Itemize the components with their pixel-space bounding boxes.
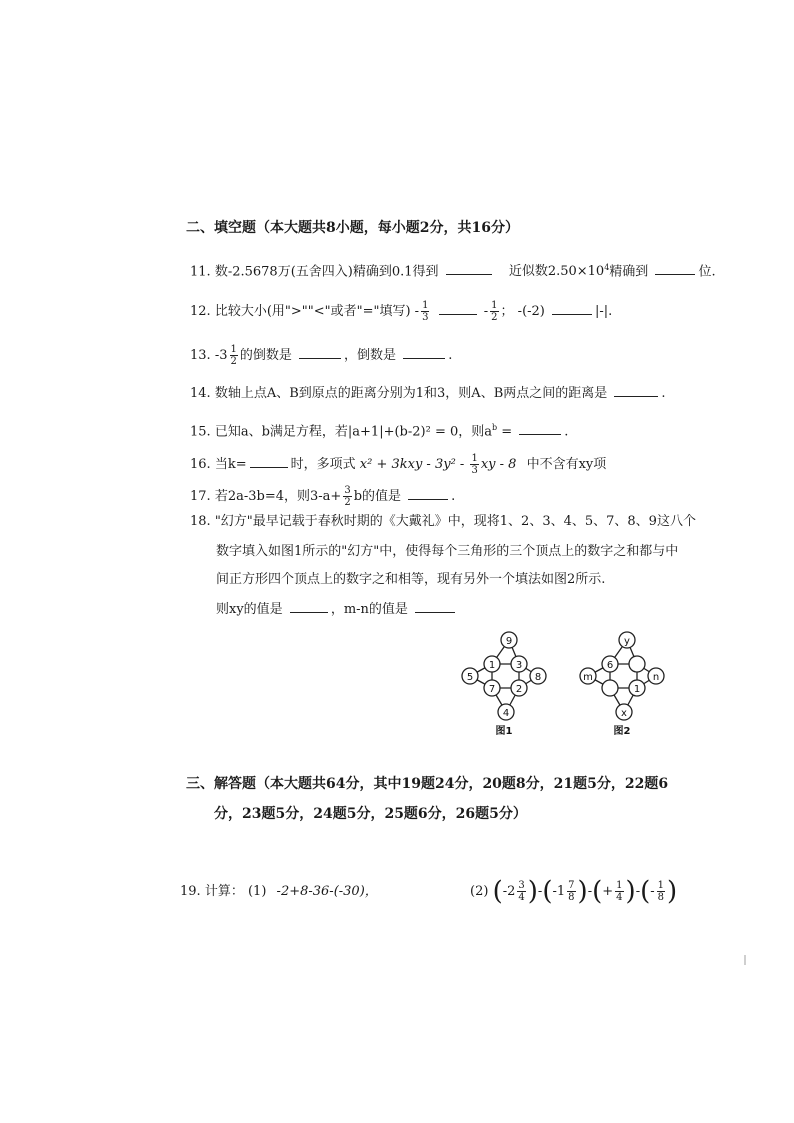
- question-16: [190, 453, 606, 476]
- q19-t2-sign: -1: [552, 884, 566, 899]
- q12-text-1: 比较大小(用">""<"或者"="填写): [214, 304, 411, 319]
- fig2-inner-1: 6: [606, 660, 614, 671]
- question-19: [180, 884, 378, 900]
- fig1-right: 8: [534, 672, 542, 683]
- fig1-inner-2: 3: [515, 660, 523, 671]
- fig1-inner-3: 7: [488, 684, 496, 695]
- q16-expr-2: xy - 8: [480, 457, 517, 472]
- q11-text-1: 数-2.5678万(五舍四入)精确到0.1得到: [214, 264, 439, 280]
- q17-text-1: 若2a-3b=4，则3-a+: [214, 489, 342, 504]
- q12-f2-num: 1: [491, 300, 498, 311]
- q17-text-2: b的值是: [353, 489, 402, 504]
- paren-close-4: ): [667, 876, 678, 907]
- q13-number: 13.: [190, 348, 211, 363]
- q15-exponent: b: [492, 423, 498, 432]
- q18-blank-2[interactable]: [415, 600, 455, 613]
- paren-open-4: (: [640, 876, 651, 907]
- q12-f1-den: 3: [422, 312, 429, 323]
- q12-fraction-2: [490, 300, 498, 323]
- q15-number: 15.: [190, 424, 211, 440]
- question-14: [190, 384, 666, 402]
- q11-tail: 位.: [698, 264, 716, 280]
- q16-text-1: 当k=: [214, 457, 247, 472]
- q15-blank[interactable]: [519, 422, 561, 435]
- fig2-right: n: [652, 672, 660, 683]
- q17-tail: .: [451, 489, 456, 504]
- scan-speck: [744, 955, 746, 965]
- q13-tail: .: [448, 348, 453, 363]
- q17-number: 17.: [190, 489, 211, 504]
- magic-square-figures: [456, 628, 686, 740]
- q19-t4-num: 1: [657, 880, 665, 891]
- q12-tail: |-|.: [595, 304, 613, 319]
- q13-f-num: 1: [230, 344, 237, 355]
- q18-text-4a: 则xy的值是: [216, 602, 283, 617]
- q19-part-2: [470, 872, 677, 912]
- q19-minus-3: -: [635, 884, 641, 899]
- q16-f-den: 3: [471, 465, 478, 476]
- figure-1: [462, 632, 546, 720]
- q19-part-2-label: (2): [470, 884, 489, 899]
- paren-close-2: ): [577, 876, 588, 907]
- question-15: [190, 420, 568, 440]
- q15-tail: .: [564, 424, 569, 440]
- q19-t3-sign: +: [602, 884, 614, 899]
- q17-f-num: 3: [344, 485, 351, 496]
- q19-t1-den: 4: [518, 892, 525, 903]
- q12-f2-den: 2: [491, 312, 498, 323]
- q18-line-4: [216, 600, 458, 618]
- q19-label: 计算：: [204, 884, 244, 899]
- paren-open-1: (: [492, 876, 503, 907]
- section-3-heading-line-2: 分，23题5分，24题5分，25题6分，26题5分）: [214, 806, 527, 822]
- q19-t4-den: 8: [657, 892, 665, 903]
- q19-t2-num: 7: [568, 880, 575, 891]
- q11-exponent: 4: [604, 263, 610, 272]
- question-11: [190, 260, 716, 280]
- q19-t3-frac: [615, 880, 623, 903]
- q19-t3-den: 4: [616, 892, 623, 903]
- q12-neg-2: -: [483, 304, 489, 319]
- q12-separator: ；: [500, 304, 514, 319]
- q13-fraction: [230, 344, 238, 367]
- q15-text-1: 已知a、b满足方程，若|a+1|+(b-2)² = 0，则a: [214, 424, 492, 440]
- q16-number: 16.: [190, 457, 211, 472]
- fig1-bottom: 4: [502, 708, 510, 719]
- q19-minus-2: -: [587, 884, 593, 899]
- q12-text-3: -(-2): [517, 304, 545, 319]
- fig2-bottom: x: [621, 708, 627, 719]
- q11-blank-1[interactable]: [446, 262, 492, 275]
- q14-text-1: 数轴上点A、B到原点的距离分别为1和3，则A、B两点之间的距离是: [214, 386, 608, 401]
- fig1-left: 5: [466, 672, 474, 683]
- question-18-line-1: [190, 514, 696, 530]
- q12-blank-2[interactable]: [552, 302, 592, 315]
- q14-number: 14.: [190, 386, 211, 401]
- q17-blank[interactable]: [408, 487, 448, 500]
- question-12: [190, 300, 612, 323]
- q17-f-den: 2: [344, 497, 351, 508]
- q12-number: 12.: [190, 304, 211, 319]
- section-3-heading-line-1: 三、解答题（本大题共64分，其中19题24分，20题8分，21题5分，22题6: [186, 776, 669, 792]
- q12-neg-1: -: [414, 304, 420, 319]
- q11-number: 11.: [190, 264, 211, 280]
- q16-text-2: 时，多项式: [290, 457, 356, 472]
- q19-number: 19.: [180, 884, 201, 899]
- q16-expr-1: x² + 3kxy - 3y² -: [359, 457, 469, 472]
- q18-text-4b: ，m-n的值是: [330, 602, 408, 617]
- q16-blank[interactable]: [250, 455, 288, 468]
- q19-t2-frac: [567, 880, 575, 903]
- q12-f1-num: 1: [422, 300, 429, 311]
- q13-text-2: ，倒数是: [344, 348, 397, 363]
- q19-t1-frac: [517, 880, 525, 903]
- q12-blank-1[interactable]: [439, 302, 477, 315]
- fig1-top: 9: [505, 636, 513, 647]
- q18-blank-1[interactable]: [290, 600, 328, 613]
- q18-text-line-2: 数字填入如图1所示的"幻方"中，使得每个三角形的三个顶点上的数字之和都与中: [216, 544, 679, 559]
- fig2-inner-4: 1: [633, 684, 641, 695]
- q13-lead: -3: [214, 348, 228, 363]
- q19-minus-1: -: [537, 884, 543, 899]
- q16-fraction: [470, 453, 478, 476]
- q15-text-2: =: [497, 424, 517, 440]
- q13-f-den: 2: [230, 356, 237, 367]
- q11-text-2: 近似数2.50×10: [508, 264, 605, 280]
- q13-text-1: 的倒数是: [239, 348, 292, 363]
- q14-tail: .: [661, 386, 666, 401]
- q19-part-1-label: (1): [247, 884, 267, 899]
- paren-open-3: (: [592, 876, 603, 907]
- q13-blank-2[interactable]: [403, 346, 445, 359]
- paren-open-2: (: [542, 876, 553, 907]
- fig1-caption: 图1: [495, 726, 513, 737]
- q19-t3-num: 1: [616, 880, 623, 891]
- fig2-top: y: [624, 636, 630, 647]
- q18-text-line-3: 间正方形四个顶点上的数字之和相等，现有另外一个填法如图2所示.: [216, 572, 606, 587]
- q12-fraction-1: [421, 300, 429, 323]
- q16-f-num: 1: [471, 453, 478, 464]
- q19-t4-frac: [657, 880, 665, 903]
- q14-blank[interactable]: [614, 384, 658, 397]
- q18-number: 18.: [190, 514, 211, 529]
- q19-expr-1: -2+8-36-(-30)，: [276, 884, 378, 899]
- q19-t1-num: 3: [518, 880, 525, 891]
- q18-text-line-1: "幻方"最早记载于春秋时期的《大戴礼》中，现将1、2、3、4、5、7、8、9这八个: [214, 514, 696, 529]
- paren-close-3: ): [625, 876, 636, 907]
- fig2-caption: 图2: [613, 726, 631, 737]
- question-13: [190, 344, 452, 367]
- q16-text-3: 中不含有xy项: [526, 457, 607, 472]
- q13-blank-1[interactable]: [299, 346, 341, 359]
- q17-fraction: [343, 485, 351, 508]
- q11-blank-2[interactable]: [655, 262, 695, 275]
- section-2-heading: 二、填空题（本大题共8小题，每小题2分，共16分）: [186, 220, 519, 236]
- paren-close-1: ): [527, 876, 538, 907]
- q19-t2-den: 8: [568, 892, 575, 903]
- fig1-inner-4: 2: [515, 684, 523, 695]
- q11-text-3: 精确到: [609, 264, 649, 280]
- fig1-inner-1: 1: [488, 660, 496, 671]
- q19-t4-sign: -: [650, 884, 655, 899]
- q19-t1-sign: -2: [502, 884, 516, 899]
- question-17: [190, 485, 455, 508]
- fig2-left: m: [583, 672, 593, 683]
